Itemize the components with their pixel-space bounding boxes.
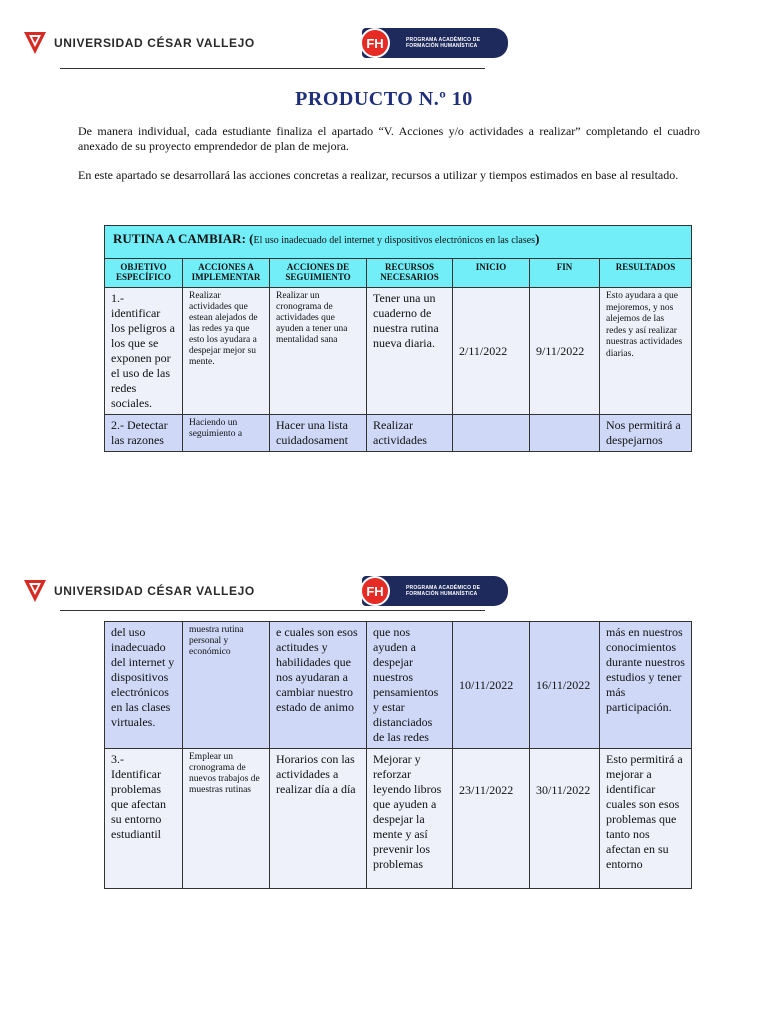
cell-acciones: Haciendo un seguimiento a — [183, 415, 270, 452]
cell-resultados: Esto permitirá a mejorar a identificar cuales son esos problemas que tanto nos afectan en su entorno — [600, 749, 692, 889]
ucv-logo — [22, 30, 255, 56]
cell-objetivo: 3.- Identificar problemas que afectan su entorno estudiantil — [105, 749, 183, 889]
cell-objetivo: 2.- Detectar las razones — [105, 415, 183, 452]
cell-acciones: muestra rutina personal y económico — [183, 622, 270, 749]
header-recursos: RECURSOS NECESARIOS — [367, 259, 453, 288]
university-name: UNIVERSIDAD CÉSAR VALLEJO — [54, 584, 255, 598]
cell-resultados: Nos permitirá a despejarnos — [600, 415, 692, 452]
cell-fin — [530, 415, 600, 452]
ucv-shield-icon — [22, 578, 48, 604]
ucv-logo — [22, 578, 255, 604]
header-inicio: INICIO — [453, 259, 530, 288]
action-table-part-1 — [104, 225, 692, 452]
table-header-row — [105, 259, 692, 288]
cell-fin: 9/11/2022 — [530, 288, 600, 415]
action-table-part-2 — [104, 621, 692, 889]
fh-logo-text: PROGRAMA ACADÉMICO DE FORMACIÓN HUMANÍSTICA — [406, 585, 481, 597]
cell-fin: 30/11/2022 — [530, 749, 600, 889]
cell-seguimiento: e cuales son esos actitudes y habilidades que nos ayudaran a cambiar nuestro estado de animo — [270, 622, 367, 749]
cell-objetivo: del uso inadecuado del internet y dispositivos electrónicos en las clases virtuales. — [105, 622, 183, 749]
cell-seguimiento: Hacer una lista cuidadosament — [270, 415, 367, 452]
cell-resultados: más en nuestros conocimientos durante nuestros estudios y tener más participación. — [600, 622, 692, 749]
cell-resultados: Esto ayudara a que mejoremos, y nos alejemos de las redes y así realizar nuestras actividades diarias. — [600, 288, 692, 415]
university-name: UNIVERSIDAD CÉSAR VALLEJO — [54, 36, 255, 50]
cell-acciones: Realizar actividades que estean alejados de las redes ya que esto los ayudara a despejar mejor su mente. — [183, 288, 270, 415]
cell-inicio: 10/11/2022 — [453, 622, 530, 749]
header-objetivo: OBJETIVO ESPECÍFICO — [105, 259, 183, 288]
fh-logo — [362, 576, 508, 606]
cell-inicio: 23/11/2022 — [453, 749, 530, 889]
header-fin: FIN — [530, 259, 600, 288]
cell-fin: 16/11/2022 — [530, 622, 600, 749]
cell-objetivo: 1.- identificar los peligros a los que se exponen por el uso de las redes sociales. — [105, 288, 183, 415]
cell-recursos: Realizar actividades — [367, 415, 453, 452]
routine-to-change: RUTINA A CAMBIAR: (El uso inadecuado del internet y dispositivos electrónicos en las clases) — [105, 226, 692, 259]
cell-seguimiento: Realizar un cronograma de actividades que ayuden a tener una mentalidad sana — [270, 288, 367, 415]
header-divider — [60, 610, 485, 611]
cell-acciones: Emplear un cronograma de nuevos trabajos de muestras rutinas — [183, 749, 270, 889]
table-row — [105, 415, 692, 452]
page-title: PRODUCTO N.º 10 — [295, 88, 473, 110]
cell-recursos: Mejorar y reforzar leyendo libros que ayuden a despejar la mente y así prevenir los problemas — [367, 749, 453, 889]
page-header — [0, 20, 768, 80]
header-divider — [60, 68, 485, 69]
header-acciones: ACCIONES A IMPLEMENTAR — [183, 259, 270, 288]
table-row — [105, 622, 692, 749]
cell-seguimiento: Horarios con las actividades a realizar día a día — [270, 749, 367, 889]
fh-logo-circle: FH — [360, 28, 390, 58]
fh-logo — [362, 28, 508, 58]
paragraph-2: En este apartado se desarrollará las acciones concretas a realizar, recursos a utilizar y tiempos estimados en base al resultado. — [78, 168, 679, 182]
fh-logo-circle: FH — [360, 576, 390, 606]
paragraph-1: De manera individual, cada estudiante finaliza el apartado “V. Acciones y/o actividades a realizar” completando el cuadro anexado de su proyecto emprendedor de plan de mejora. — [78, 124, 700, 153]
header-seguimiento: ACCIONES DE SEGUIMIENTO — [270, 259, 367, 288]
table-row — [105, 288, 692, 415]
cell-inicio: 2/11/2022 — [453, 288, 530, 415]
page-header — [0, 568, 768, 628]
cell-recursos: Tener una un cuaderno de nuestra rutina nueva diaria. — [367, 288, 453, 415]
ucv-shield-icon — [22, 30, 48, 56]
fh-logo-text: PROGRAMA ACADÉMICO DE FORMACIÓN HUMANÍSTICA — [406, 37, 481, 49]
cell-recursos: que nos ayuden a despejar nuestros pensamientos y estar distanciados de las redes — [367, 622, 453, 749]
header-resultados: RESULTADOS — [600, 259, 692, 288]
cell-inicio — [453, 415, 530, 452]
routine-description: El uso inadecuado del internet y dispositivos electrónicos en las clases — [253, 235, 536, 246]
table-row — [105, 749, 692, 889]
